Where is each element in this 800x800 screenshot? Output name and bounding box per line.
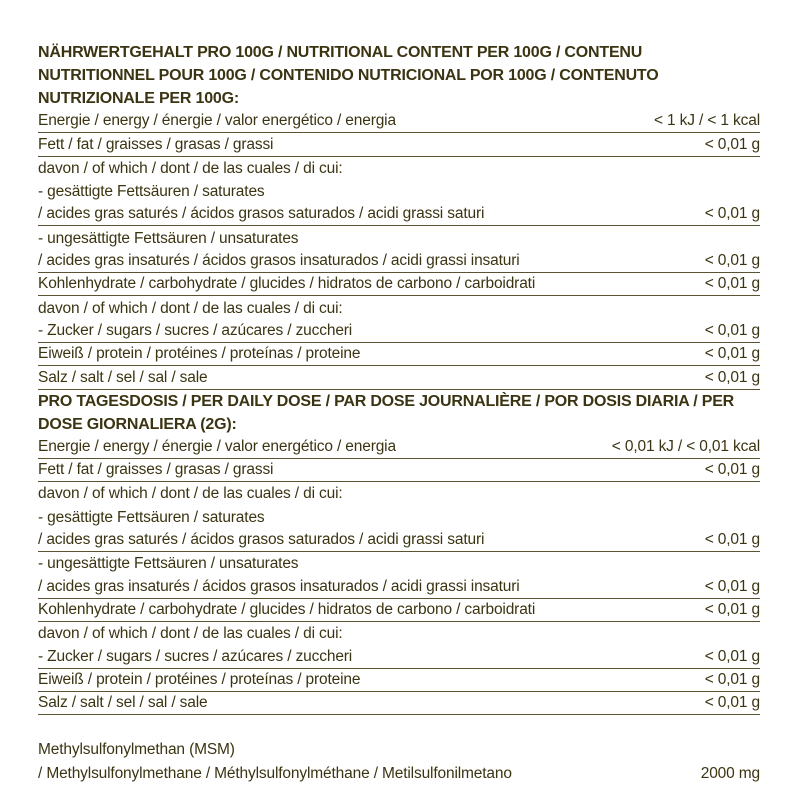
nutrient-row (38, 645, 760, 668)
per-daily-dose-table (38, 436, 760, 716)
nutrient-value: < 0,01 g (704, 321, 760, 339)
nutrient-value: < 0,01 g (704, 600, 760, 618)
nutrient-row (38, 459, 760, 482)
nutrient-label: davon / of which / dont / de las cuales / di cui: (38, 485, 343, 503)
nutrient-label: - Zucker / sugars / sucres / azúcares / zuccheri (38, 321, 353, 339)
nutrient-label: Kohlenhydrate / carbohydrate / glucides / hidratos de carbono / carboidrati (38, 600, 536, 618)
nutrient-row (38, 273, 760, 296)
ingredient-translations: / Methylsulfonylmethane / Méthylsulfonylméthane / Metilsulfonilmetano (38, 764, 512, 782)
per-100g-heading: NÄHRWERTGEHALT PRO 100G / NUTRITIONAL CONTENT PER 100G / CONTENU NUTRITIONNEL POUR 100G / CONTENIDO NUTRICIONAL POR 100G / CONTENUTO NUTRIZIONALE PER 100G: (38, 44, 659, 107)
nutrient-row (38, 343, 760, 366)
per-100g-table (38, 110, 760, 390)
nutrient-row (38, 203, 760, 226)
nutrient-row (38, 575, 760, 598)
per-daily-dose-heading: PRO TAGESDOSIS / PER DAILY DOSE / PAR DOSE JOURNALIÈRE / POR DOSIS DIARIA / PER DOSE GIORNALIERA (2G): (38, 392, 735, 433)
nutrient-value: < 0,01 g (704, 694, 760, 712)
nutrient-value: < 0,01 g (704, 368, 760, 386)
nutrient-value: < 0,01 g (704, 670, 760, 688)
nutrient-row (38, 482, 760, 505)
nutrient-label: Fett / fat / graisses / grasas / grassi (38, 135, 274, 153)
nutrient-label: - ungesättigte Fettsäuren / unsaturates (38, 229, 299, 247)
nutrient-row (38, 320, 760, 343)
nutrient-value: < 0,01 kJ / < 0,01 kcal (611, 437, 760, 455)
nutrient-row (38, 692, 760, 715)
nutrient-row (38, 436, 760, 459)
nutrient-label: davon / of which / dont / de las cuales / di cui: (38, 159, 343, 177)
ingredient-amount: 2000 mg (700, 764, 760, 782)
nutrient-row (38, 180, 760, 203)
nutrient-label: / acides gras saturés / ácidos grasos saturados / acidi grassi saturi (38, 531, 485, 549)
nutrient-label: Energie / energy / énergie / valor energético / energia (38, 112, 396, 130)
ingredient-row-translations (38, 761, 760, 784)
nutrient-row (38, 250, 760, 273)
nutrient-value: < 0,01 g (704, 135, 760, 153)
nutrient-label: davon / of which / dont / de las cuales / di cui: (38, 299, 343, 317)
nutrient-label: - gesättigte Fettsäuren / saturates (38, 508, 265, 526)
nutrient-label: Fett / fat / graisses / grasas / grassi (38, 461, 274, 479)
nutrient-label: Salz / salt / sel / sal / sale (38, 694, 208, 712)
nutrient-label: / acides gras insaturés / ácidos grasos insaturados / acidi grassi insaturi (38, 252, 520, 270)
nutrient-row (38, 505, 760, 528)
ingredient-row-name (38, 738, 760, 761)
nutrient-value: < 0,01 g (704, 205, 760, 223)
nutrient-row (38, 622, 760, 645)
nutrient-value: < 0,01 g (704, 345, 760, 363)
nutrient-row (38, 529, 760, 552)
nutrient-label: / acides gras insaturés / ácidos grasos insaturados / acidi grassi insaturi (38, 577, 520, 595)
nutrient-label: - Zucker / sugars / sucres / azúcares / zuccheri (38, 647, 353, 665)
nutrient-row (38, 366, 760, 389)
nutrient-value: < 0,01 g (704, 577, 760, 595)
nutrition-facts-panel (38, 41, 760, 785)
nutrient-value: < 0,01 g (704, 252, 760, 270)
nutrient-row (38, 133, 760, 156)
nutrient-row (38, 157, 760, 180)
nutrient-label: - gesättigte Fettsäuren / saturates (38, 183, 265, 201)
nutrient-value: < 0,01 g (704, 647, 760, 665)
nutrient-label: Salz / salt / sel / sal / sale (38, 368, 208, 386)
nutrient-label: Eiweiß / protein / protéines / proteínas / proteine (38, 670, 361, 688)
nutrient-label: Eiweiß / protein / protéines / proteínas / proteine (38, 345, 361, 363)
nutrient-label: / acides gras saturés / ácidos grasos saturados / acidi grassi saturi (38, 205, 485, 223)
spacer (38, 715, 760, 738)
nutrient-value: < 0,01 g (704, 461, 760, 479)
nutrient-row (38, 226, 760, 249)
nutrient-label: davon / of which / dont / de las cuales / di cui: (38, 625, 343, 643)
nutrient-row (38, 296, 760, 319)
nutrient-row (38, 669, 760, 692)
ingredient-name: Methylsulfonylmethan (MSM) (38, 741, 235, 759)
nutrient-row (38, 552, 760, 575)
nutrient-value: < 0,01 g (704, 275, 760, 293)
nutrient-label: Energie / energy / énergie / valor energético / energia (38, 437, 396, 455)
nutrient-label: - ungesättigte Fettsäuren / unsaturates (38, 555, 299, 573)
nutrient-value: < 0,01 g (704, 531, 760, 549)
nutrient-label: Kohlenhydrate / carbohydrate / glucides / hidratos de carbono / carboidrati (38, 275, 536, 293)
nutrient-row (38, 110, 760, 133)
nutrient-value: < 1 kJ / < 1 kcal (653, 112, 760, 130)
nutrient-row (38, 599, 760, 622)
